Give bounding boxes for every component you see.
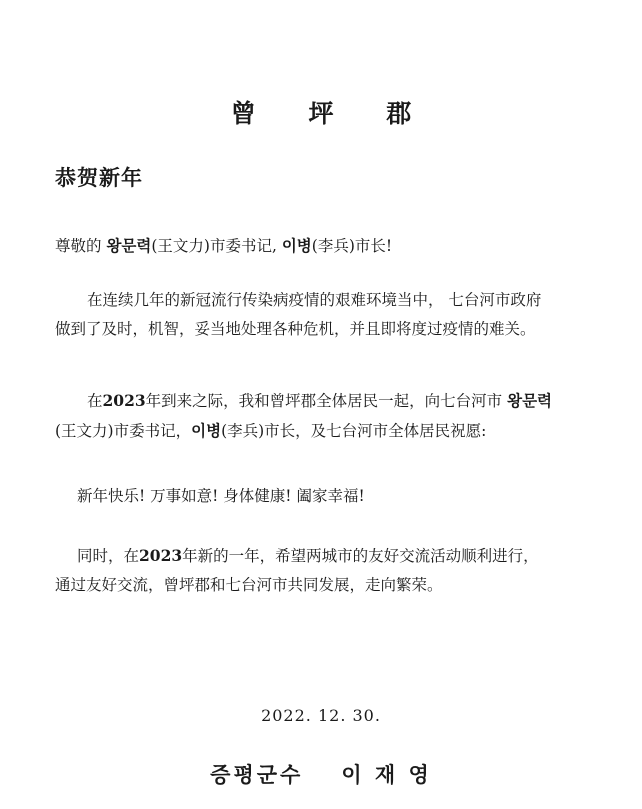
paragraph-1-line-1: 在连续几年的新冠流行传染病疫情的艰难环境当中， 七台河市政府 <box>87 291 542 309</box>
paragraph-2-line-1 <box>55 386 595 416</box>
letter-heading: 恭贺新年 <box>55 165 143 190</box>
recipient-name-1: 왕문력 <box>106 236 152 255</box>
document-title: 曾 坪 郡 <box>230 99 434 128</box>
paragraph-2-line-2 <box>55 416 595 446</box>
salutation-prefix: 尊敬的 <box>55 237 107 255</box>
signer-title: 증평군수 <box>210 762 304 787</box>
p2-text-a: 在 <box>87 392 103 410</box>
p2-year: 2023 <box>102 391 146 410</box>
p2-text-d: (李兵)市长，及七台河市全体居民祝愿: <box>221 422 487 440</box>
paragraph-1-line-2: 做到了及时，机智，妥当地处理各种危机，并且即将度过疫情的难关。 <box>55 320 536 338</box>
salutation <box>55 231 595 261</box>
p2-text-c: (王文力)市委书记， <box>55 422 192 440</box>
letter-date: 2022. 12. 30. <box>261 706 381 725</box>
paragraph-1 <box>55 286 595 344</box>
signer-name: 이 재 영 <box>341 762 432 787</box>
recipient-name-2: 이병 <box>281 236 312 255</box>
recipient-title-1: (王文力)市委书记, <box>151 237 282 255</box>
recipient-title-2: (李兵)市长! <box>311 237 393 255</box>
p2-name-1: 왕문력 <box>507 391 553 410</box>
paragraph-3-line-2: 通过友好交流，曾坪郡和七台河市共同发展，走向繁荣。 <box>55 576 443 594</box>
paragraph-3 <box>55 541 595 600</box>
p2-name-2: 이병 <box>191 421 222 440</box>
paragraph-2 <box>55 386 595 446</box>
p3-year: 2023 <box>139 546 183 565</box>
wishes-line: 新年快乐! 万事如意! 身体健康! 阖家幸福! <box>77 487 365 505</box>
p3-text-a: 同时，在 <box>77 547 140 565</box>
p2-text-b: 年到来之际，我和曾坪郡全体居民一起，向七台河市 <box>145 392 508 410</box>
p3-text-b: 年新的一年，希望两城市的友好交流活动顺利进行， <box>182 547 539 565</box>
signature-block <box>0 759 642 789</box>
paragraph-3-line-1 <box>55 541 595 571</box>
